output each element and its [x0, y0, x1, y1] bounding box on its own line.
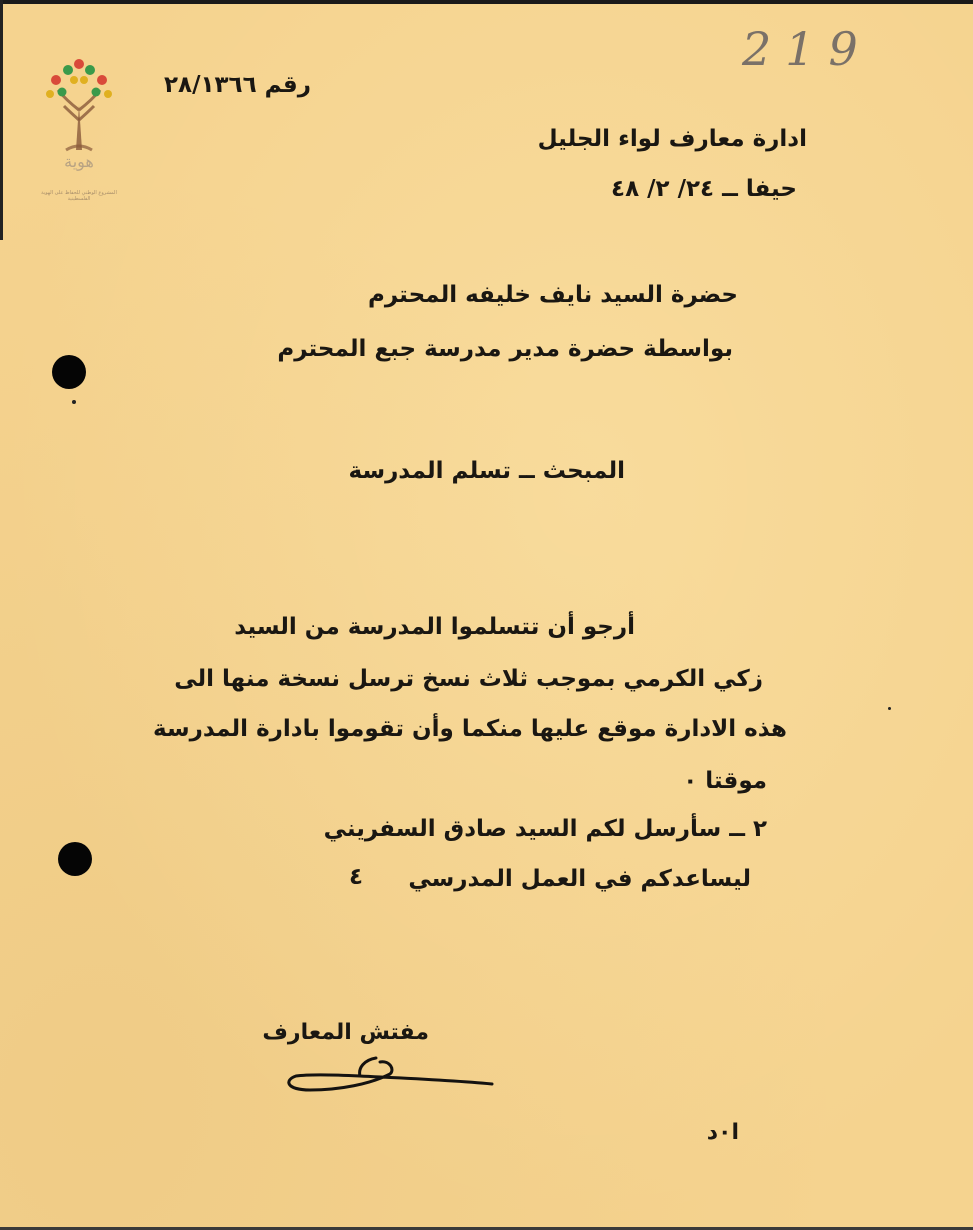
- signatory-title: مفتش المعارف: [262, 1020, 429, 1045]
- item-2-mark: ٤: [348, 864, 363, 890]
- issuing-office: ادارة معارف لواء الجليل: [537, 126, 807, 152]
- ink-speck: [72, 400, 76, 404]
- logo-word: هوية: [64, 152, 94, 171]
- ink-speck: [888, 707, 891, 710]
- tree-logo-icon: [36, 50, 122, 155]
- typist-initials: ا٠د: [706, 1120, 739, 1145]
- body-line-2: زكي الكرمي بموجب ثلاث نسخ ترسل نسخة منها الى: [174, 666, 763, 692]
- punch-hole-lower: [58, 842, 92, 876]
- scan-edge-left: [0, 0, 3, 240]
- scan-edge-top: [0, 0, 973, 4]
- subject-line: المبحث ــ تسلم المدرسة: [348, 458, 625, 484]
- place-and-date: حيفا ــ ٢٤/ ٢/ ٤٨: [611, 176, 797, 202]
- body-line-1: أرجو أن تتسلموا المدرسة من السيد: [234, 614, 635, 640]
- body-line-4: موقتا ٠: [683, 768, 767, 794]
- body-line-3: هذه الادارة موقع عليها منكما وأن تقوموا بادارة المدرسة: [153, 716, 787, 742]
- addressee-line-2: بواسطة حضرة مدير مدرسة جبع المحترم: [277, 336, 733, 362]
- archive-logo: [36, 50, 122, 210]
- item-2-line-1: ٢ ــ سأرسل لكم السيد صادق السفريني: [323, 816, 767, 842]
- addressee-line-1: حضرة السيد نايف خليفه المحترم: [368, 282, 738, 308]
- handwritten-signature: [280, 1040, 500, 1100]
- item-2-line-2: ليساعدكم في العمل المدرسي: [408, 866, 751, 892]
- page-number: 219: [742, 22, 872, 76]
- logo-caption: المشروع الوطني للحفاظ على الهوية الفلسطينية: [41, 190, 117, 202]
- reference-number: رقم ٢٨/١٣٦٦: [164, 72, 311, 98]
- punch-hole-upper: [52, 355, 86, 389]
